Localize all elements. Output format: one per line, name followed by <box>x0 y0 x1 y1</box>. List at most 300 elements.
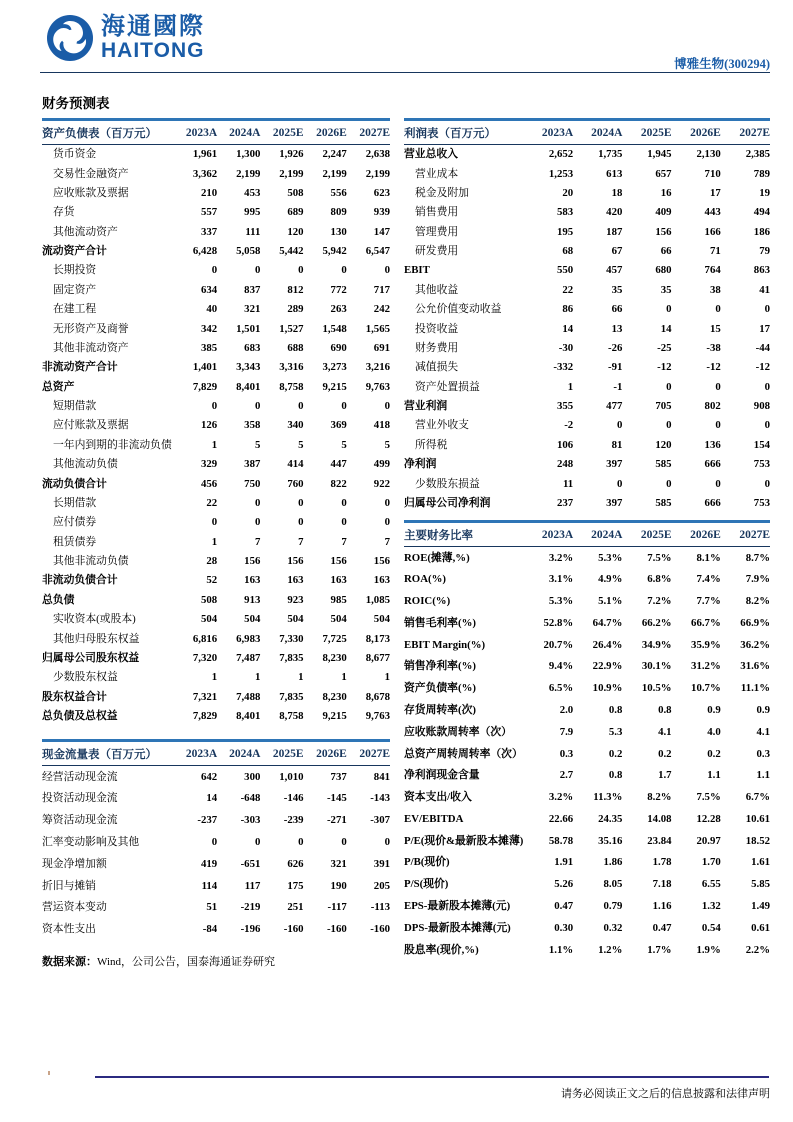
left-column <box>42 118 390 969</box>
value-cell: -117 <box>327 901 347 914</box>
value-cell: -91 <box>607 361 623 374</box>
value-cell: 35.9% <box>691 638 721 651</box>
value-cell: 12.28 <box>696 812 721 825</box>
value-cell: -1 <box>613 380 623 393</box>
row-label: 在建工程 <box>53 303 97 316</box>
table-row <box>404 721 770 743</box>
value-cell: 1,945 <box>647 148 672 161</box>
row-label: 其他非流动资产 <box>53 341 129 354</box>
source-note-label: 数据来源： <box>42 955 97 968</box>
value-cell: 457 <box>606 264 623 277</box>
value-cell: 11.3% <box>593 791 623 804</box>
value-cell: 7.5% <box>696 791 721 804</box>
value-cell: 2,247 <box>322 148 347 161</box>
value-cell: 3.1% <box>548 573 574 586</box>
value-cell: 7.18 <box>652 878 672 891</box>
value-cell: 913 <box>244 593 261 606</box>
value-cell: 22 <box>206 496 218 509</box>
value-cell: 187 <box>606 225 623 238</box>
value-cell: 163 <box>244 574 261 587</box>
row-label: 资产处置损益 <box>415 380 480 393</box>
value-cell: 10.61 <box>745 812 770 825</box>
value-cell: 7,487 <box>236 651 261 664</box>
value-cell: 7,835 <box>279 690 304 703</box>
year-column-header: 2027E <box>721 120 770 145</box>
value-cell: 1 <box>384 671 390 684</box>
value-cell: 419 <box>200 857 218 870</box>
value-cell: 3.2% <box>548 791 574 804</box>
table-row <box>42 397 390 416</box>
right-column <box>404 118 770 961</box>
table-row <box>42 552 390 571</box>
value-cell: 420 <box>606 206 623 219</box>
logo-cn-label: 海通國際 <box>101 11 205 40</box>
value-cell: 1 <box>211 438 218 451</box>
value-cell: 504 <box>330 613 347 626</box>
value-cell: 205 <box>373 879 390 892</box>
value-cell: 508 <box>200 593 218 606</box>
value-cell: -26 <box>607 341 623 354</box>
table-row <box>42 339 390 358</box>
table-row <box>42 223 390 242</box>
value-cell: 1,548 <box>322 322 347 335</box>
value-cell: 3,273 <box>322 361 347 374</box>
value-cell: 6.8% <box>647 573 672 586</box>
row-label: 归属母公司股东权益 <box>42 651 140 664</box>
row-label: 交易性金融资产 <box>53 167 129 180</box>
year-column-header: 2026E <box>304 741 347 766</box>
year-column-header: 2026E <box>672 522 721 547</box>
value-cell: 5.3% <box>598 551 623 564</box>
value-cell: 8,230 <box>322 690 347 703</box>
value-cell: 1.86 <box>603 856 623 869</box>
value-cell: 5 <box>341 438 347 451</box>
value-cell: 355 <box>556 400 574 413</box>
value-cell: 1.7% <box>647 943 672 956</box>
value-cell: 18.52 <box>745 834 770 847</box>
value-cell: 2.2% <box>745 943 770 956</box>
value-cell: 0 <box>341 496 347 509</box>
value-cell: 0 <box>764 380 770 393</box>
row-label: 短期借款 <box>53 400 97 413</box>
value-cell: 7,829 <box>192 380 218 393</box>
row-label: 总资产周转周转率（次） <box>404 747 523 760</box>
value-cell: 0 <box>666 303 672 316</box>
source-note <box>42 953 390 969</box>
value-cell: 1 <box>341 671 347 684</box>
value-cell: 1,926 <box>279 148 304 161</box>
value-cell: 117 <box>244 879 261 892</box>
value-cell: 7,320 <box>192 651 218 664</box>
row-label: 营业外收支 <box>415 419 469 432</box>
row-label: 应付账款及票据 <box>53 419 129 432</box>
value-cell: 1,401 <box>192 361 218 374</box>
value-cell: 2,199 <box>236 167 261 180</box>
value-cell: 0.3 <box>756 747 770 760</box>
value-cell: 163 <box>287 574 304 587</box>
source-note-text: Wind，公司公告，国泰海通证券研究 <box>97 955 275 968</box>
value-cell: 7,330 <box>279 632 304 645</box>
table-row <box>404 145 770 165</box>
value-cell: 156 <box>330 555 347 568</box>
table-row <box>404 656 770 678</box>
value-cell: 251 <box>287 901 304 914</box>
value-cell: 0 <box>384 516 390 529</box>
value-cell: 66 <box>660 245 672 258</box>
value-cell: 2.7 <box>559 769 574 782</box>
table-row <box>404 339 770 358</box>
value-cell: 263 <box>330 303 347 316</box>
value-cell: 120 <box>655 438 672 451</box>
value-cell: 1,253 <box>548 167 574 180</box>
value-cell: 7.5% <box>647 551 672 564</box>
value-cell: 8,758 <box>279 380 304 393</box>
value-cell: 66.2% <box>641 616 672 629</box>
table-row <box>404 494 770 513</box>
value-cell: 195 <box>556 225 574 238</box>
row-label: 折旧与摊销 <box>42 879 96 892</box>
row-label: 所得税 <box>415 438 448 451</box>
value-cell: 0 <box>666 380 672 393</box>
value-cell: 750 <box>244 477 261 490</box>
value-cell: -271 <box>326 814 347 827</box>
value-cell: 16 <box>660 186 672 199</box>
value-cell: 7,321 <box>192 690 218 703</box>
value-cell: 14.08 <box>647 812 672 825</box>
row-label: 营业利润 <box>404 400 448 413</box>
value-cell: 1 <box>567 380 574 393</box>
row-label: ROE(摊薄,%) <box>404 551 470 564</box>
row-label: DPS-最新股本摊薄(元) <box>404 921 511 934</box>
value-cell: 710 <box>704 167 721 180</box>
table-row <box>42 571 390 590</box>
value-cell: 136 <box>704 438 721 451</box>
income-table <box>404 118 770 513</box>
table-row <box>404 474 770 493</box>
value-cell: 24.35 <box>598 812 623 825</box>
table-row <box>42 629 390 648</box>
year-column-header: 2025E <box>260 741 303 766</box>
value-cell: 0.32 <box>603 921 623 934</box>
row-label: 其他归母股东权益 <box>53 632 140 645</box>
value-cell: 6,547 <box>365 245 390 258</box>
value-cell: 22.66 <box>548 812 574 825</box>
value-cell: 0 <box>211 516 218 529</box>
year-column-header: 2024A <box>573 522 622 547</box>
year-column-header: 2023A <box>174 120 217 145</box>
value-cell: 0 <box>298 516 304 529</box>
value-cell: 0.61 <box>751 921 770 934</box>
value-cell: 81 <box>611 438 623 451</box>
value-cell: 0.2 <box>608 747 623 760</box>
table-row <box>42 358 390 377</box>
row-label: 销售净利率(%) <box>404 660 476 673</box>
row-label: 营运资本变动 <box>42 901 107 914</box>
table-row <box>42 455 390 474</box>
value-cell: 0 <box>764 419 770 432</box>
row-label: 投资活动现金流 <box>42 792 118 805</box>
value-cell: 7 <box>341 535 347 548</box>
value-cell: -237 <box>197 814 218 827</box>
value-cell: 0 <box>715 477 721 490</box>
value-cell: 0.54 <box>701 921 721 934</box>
value-cell: 822 <box>330 477 347 490</box>
value-cell: 5,058 <box>236 245 261 258</box>
value-cell: 1.9% <box>696 943 721 956</box>
value-cell: 0 <box>384 496 390 509</box>
value-cell: 22 <box>562 283 574 296</box>
value-cell: 3,316 <box>279 361 304 374</box>
value-cell: 6.5% <box>548 682 574 695</box>
value-cell: 66.7% <box>691 616 721 629</box>
table-row <box>404 547 770 569</box>
table-row <box>404 830 770 852</box>
year-column-header: 2024A <box>217 120 260 145</box>
value-cell: 130 <box>330 225 347 238</box>
value-cell: 585 <box>655 496 672 509</box>
value-cell: 837 <box>244 283 261 296</box>
value-cell: 0 <box>616 477 623 490</box>
value-cell: 342 <box>200 322 218 335</box>
value-cell: -145 <box>326 792 347 805</box>
row-label: 无形资产及商誉 <box>53 322 129 335</box>
value-cell: 939 <box>373 206 390 219</box>
value-cell: 0 <box>666 477 672 490</box>
value-cell: 9.4% <box>548 660 574 673</box>
value-cell: 7 <box>254 535 261 548</box>
table-row <box>404 184 770 203</box>
row-label: 税金及附加 <box>415 186 469 199</box>
value-cell: 38 <box>709 283 721 296</box>
row-label: 其他非流动负债 <box>53 555 129 568</box>
row-label: 租赁债券 <box>53 535 97 548</box>
year-column-header: 2025E <box>622 522 671 547</box>
value-cell: 8,230 <box>322 651 347 664</box>
value-cell: 7 <box>298 535 304 548</box>
value-cell: -113 <box>370 901 390 914</box>
year-column-header: 2027E <box>347 741 390 766</box>
table-row <box>42 319 390 338</box>
value-cell: 1,501 <box>236 322 261 335</box>
value-cell: 3,216 <box>365 361 390 374</box>
table-header-row <box>42 120 390 145</box>
value-cell: 4.1 <box>756 725 770 738</box>
value-cell: 9,763 <box>365 710 390 723</box>
value-cell: 789 <box>753 167 770 180</box>
value-cell: 688 <box>287 341 304 354</box>
table-title: 主要财务比率 <box>404 522 524 547</box>
value-cell: 626 <box>287 857 304 870</box>
value-cell: 111 <box>245 225 261 238</box>
value-cell: -12 <box>706 361 721 374</box>
value-cell: 3,343 <box>236 361 261 374</box>
row-label: 管理费用 <box>415 225 459 238</box>
value-cell: -44 <box>755 341 770 354</box>
value-cell: 809 <box>330 206 347 219</box>
row-label: 应收账款及票据 <box>53 186 129 199</box>
value-cell: 5 <box>298 438 304 451</box>
row-label: 总负债及总权益 <box>42 710 118 723</box>
table-row <box>404 809 770 831</box>
row-label: EBIT <box>404 264 430 277</box>
value-cell: 585 <box>655 458 672 471</box>
value-cell: 58.78 <box>548 834 574 847</box>
table-row <box>42 810 390 832</box>
value-cell: 64.7% <box>592 616 623 629</box>
haitong-logo-text <box>101 11 205 62</box>
value-cell: 10.9% <box>592 682 623 695</box>
table-row <box>42 494 390 513</box>
value-cell: 385 <box>200 341 218 354</box>
value-cell: 66 <box>611 303 623 316</box>
cash-flow-section <box>42 739 390 940</box>
row-label: 少数股东损益 <box>415 477 480 490</box>
table-row <box>404 455 770 474</box>
value-cell: 6,428 <box>192 245 218 258</box>
value-cell: 453 <box>244 186 261 199</box>
table-row <box>404 261 770 280</box>
value-cell: 156 <box>244 555 261 568</box>
value-cell: 41 <box>759 283 770 296</box>
row-label: 非流动负债合计 <box>42 574 118 587</box>
value-cell: 8.7% <box>745 551 770 564</box>
value-cell: 0 <box>764 303 770 316</box>
value-cell: 4.0 <box>707 725 721 738</box>
row-label: 现金净增加额 <box>42 857 107 870</box>
value-cell: 19 <box>759 186 770 199</box>
value-cell: 556 <box>330 186 347 199</box>
value-cell: 1 <box>211 671 218 684</box>
table-row <box>404 242 770 261</box>
value-cell: 1.1 <box>707 769 721 782</box>
haitong-logo <box>46 11 205 62</box>
value-cell: -84 <box>202 923 218 936</box>
value-cell: 7 <box>384 535 390 548</box>
value-cell: 477 <box>606 400 623 413</box>
value-cell: 156 <box>655 225 672 238</box>
value-cell: 550 <box>556 264 574 277</box>
table-row <box>404 852 770 874</box>
key-ratios-section <box>404 520 770 961</box>
value-cell: -160 <box>326 923 347 936</box>
value-cell: 0.47 <box>652 921 672 934</box>
value-cell: 67 <box>611 245 623 258</box>
value-cell: 30.1% <box>641 660 672 673</box>
value-cell: -648 <box>240 792 261 805</box>
table-row <box>404 700 770 722</box>
value-cell: 210 <box>200 186 218 199</box>
value-cell: 20.7% <box>543 638 574 651</box>
table-row <box>404 917 770 939</box>
value-cell: 0.8 <box>608 769 623 782</box>
value-cell: 443 <box>704 206 721 219</box>
row-label: P/E(现价&最新股本摊薄) <box>404 834 524 847</box>
value-cell: 2,199 <box>279 167 304 180</box>
year-column-header: 2027E <box>721 522 770 547</box>
row-label: 存货周转率(次) <box>404 703 476 716</box>
value-cell: 1,961 <box>192 148 218 161</box>
value-cell: 0.9 <box>707 703 721 716</box>
row-label: EBIT Margin(%) <box>404 638 486 651</box>
table-row <box>42 668 390 687</box>
table-row <box>404 634 770 656</box>
value-cell: 7.9 <box>559 725 574 738</box>
value-cell: 4.1 <box>658 725 672 738</box>
value-cell: 863 <box>753 264 770 277</box>
value-cell: 717 <box>373 283 390 296</box>
row-label: 营业总收入 <box>404 148 458 161</box>
year-column-header: 2025E <box>622 120 671 145</box>
value-cell: 922 <box>373 477 390 490</box>
value-cell: 0 <box>211 264 218 277</box>
row-label: 减值损失 <box>415 361 459 374</box>
value-cell: 10.5% <box>641 682 672 695</box>
row-label: 总负债 <box>42 593 75 606</box>
table-row <box>42 281 390 300</box>
value-cell: 2.0 <box>559 703 574 716</box>
value-cell: 4.9% <box>598 573 623 586</box>
value-cell: 623 <box>373 186 390 199</box>
value-cell: 31.6% <box>740 660 770 673</box>
value-cell: 1.91 <box>554 856 574 869</box>
year-column-header: 2026E <box>672 120 721 145</box>
table-row <box>42 474 390 493</box>
value-cell: 369 <box>330 419 347 432</box>
value-cell: 248 <box>556 458 574 471</box>
value-cell: 7,725 <box>322 632 347 645</box>
table-row <box>404 591 770 613</box>
value-cell: 154 <box>753 438 770 451</box>
value-cell: 5.1% <box>598 595 623 608</box>
value-cell: 504 <box>200 613 218 626</box>
value-cell: 2,385 <box>745 148 770 161</box>
row-label: 筹资活动现金流 <box>42 814 118 827</box>
value-cell: 391 <box>373 857 390 870</box>
table-row <box>42 145 390 165</box>
row-label: 存货 <box>53 206 75 219</box>
value-cell: 753 <box>753 458 770 471</box>
value-cell: 52.8% <box>543 616 574 629</box>
value-cell: 1.78 <box>652 856 672 869</box>
value-cell: 20.97 <box>696 834 721 847</box>
value-cell: -2 <box>564 419 574 432</box>
value-cell: 8,678 <box>365 690 390 703</box>
table-row <box>42 766 390 788</box>
value-cell: 418 <box>373 419 390 432</box>
value-cell: 8.1% <box>696 551 721 564</box>
value-cell: 0 <box>211 835 218 848</box>
value-cell: 114 <box>201 879 218 892</box>
value-cell: 1.61 <box>751 856 770 869</box>
value-cell: 329 <box>200 458 218 471</box>
value-cell: 494 <box>753 206 770 219</box>
row-label: 实收资本(或股本) <box>53 613 136 626</box>
value-cell: 163 <box>373 574 390 587</box>
ratios-table <box>404 520 770 961</box>
value-cell: 705 <box>655 400 672 413</box>
income-statement-section <box>404 118 770 513</box>
value-cell: 0.2 <box>658 747 672 760</box>
value-cell: 2,638 <box>365 148 390 161</box>
value-cell: 908 <box>753 400 770 413</box>
value-cell: 7.4% <box>696 573 721 586</box>
row-label: 总资产 <box>42 380 75 393</box>
value-cell: 447 <box>330 458 347 471</box>
value-cell: 9,763 <box>365 380 390 393</box>
balance-sheet-table <box>42 118 390 726</box>
scan-artifact-dot <box>48 1071 50 1075</box>
year-column-header: 2026E <box>304 120 347 145</box>
